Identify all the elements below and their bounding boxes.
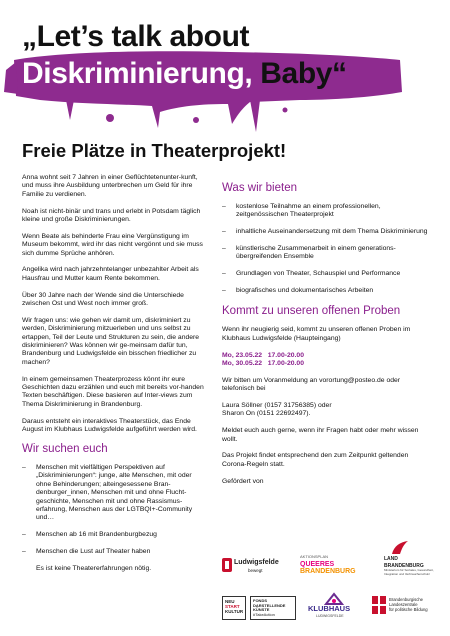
blpb-line-3: für politische Bildung — [389, 607, 428, 612]
register-text: Wir bitten um Voranmeldung an vorortung@posteo.de oder telefonisch bei — [222, 376, 401, 393]
corona-text: Das Projekt findet entsprechend den zum Zeitpunkt geltenden Corona-Regeln statt. — [222, 452, 409, 468]
blpb-line-1: Brandenburgische — [389, 597, 423, 602]
klubhaus-logo — [308, 592, 364, 619]
queeres-line-1: QUEERES — [300, 560, 335, 568]
left-column — [22, 174, 204, 582]
paragraph-result: Daraus entsteht ein interaktives Theaterstück, das Ende August im Klubhaus Ludwigsfelde aufgeführt werden wird. — [22, 417, 197, 434]
contacts — [222, 402, 432, 419]
offer-list — [222, 203, 432, 295]
paragraph-anna: Anna wohnt seit 7 Jahren in einer Geflüchtetenunter-kunft, und muss ihre Ausbildung unterbrechen um Geld für ihre Familie zu verdienen. — [22, 174, 198, 198]
right-column — [222, 178, 432, 494]
title-block — [0, 0, 450, 135]
offer-item: – biografisches und dokumentarisches Arbeiten — [222, 287, 432, 295]
fonds-line-3: KÜNSTE — [253, 607, 270, 613]
title-line-2-main: Diskriminierung, — [22, 57, 261, 90]
neustart-line-3: KULTUR — [225, 609, 244, 614]
queeres-brandenburg-logo — [300, 554, 356, 575]
neustart-line-1: NEU — [225, 599, 235, 604]
fonds-line-4: #TakeAction — [253, 611, 275, 617]
paragraph-question: Wir fragen uns: wie gehen wir damit um, diskriminiert zu werden, Diskriminierung mitzuerleben und uns selbst zu ertappen, Teil der Leute und Strukturen zu sein, die andere diskriminieren? Was können wir ge-meinsam dafür tun, Brandenburg und Ludwigsfelde ein bisschen friedlicher zu machen? — [22, 316, 200, 366]
offer-heading: Was wir bieten — [222, 182, 297, 194]
title-line-2 — [22, 57, 347, 91]
rehearsal-heading: Kommt zu unseren offenen Proben — [222, 305, 401, 318]
offer-item: – inhaltliche Auseinandersetzung mit dem Thema Diskriminierung — [222, 228, 432, 236]
neustart-line-2: START — [225, 604, 240, 609]
paragraph-east-west: Über 30 Jahre nach der Wende sind die Unterschiede zwischen Ost und West noch immer groß. — [22, 291, 184, 308]
eagle-icon — [390, 540, 410, 556]
search-list — [22, 464, 204, 556]
klubhaus-sub: LUDWIGSFELDE — [316, 613, 344, 618]
fonds-darstellende-kuenste-logo — [250, 596, 296, 620]
rehearsal-date: Mo, 30.05.22 17.00-20.00 — [222, 360, 304, 368]
blpb-emblem-icon — [372, 596, 386, 614]
offer-item: – Grundlagen von Theater, Schauspiel und Performance — [222, 270, 432, 278]
search-item: – Menschen die Lust auf Theater haben — [22, 548, 204, 556]
paragraph-noah: Noah ist nicht-binär und trans und erlebt in Potsdam täglich kleine und große Diskriminierungen. — [22, 207, 201, 224]
land-line-1: LAND — [384, 556, 398, 562]
offer-item: – kostenlose Teilnahme an einem professionellen, zeitgenössischen Theaterprojekt — [222, 203, 432, 220]
ludwigsfelde-emblem-icon — [222, 558, 232, 572]
title-line-2-end: Baby“ — [260, 57, 347, 90]
rehearsal-dates — [222, 352, 432, 369]
search-heading: Wir suchen euch — [22, 442, 108, 455]
title-line-1: „Let’s talk about — [22, 20, 250, 53]
paragraph-process: In einem gemeinsamen Theaterprozess könnt ihr eure Geschichten dazu erzählen und euch mit bereits vor-handen Texten beschäftigen. Diese basieren auf Inter-views zum Thema Diskriminierung in Brandenburg. — [22, 375, 204, 408]
search-item: – Menschen mit vielfältigen Perspektiven auf „Diskriminierungen“: junge, alte Menschen, mit oder ohne Behinderungen; alteingesessene Bran-denburger_innen, Menschen mit und ohne Flucht-geschichte, Menschen mit und ohne Rassismus-erfahrung, Menschen aus der LGTBQI+-Community und… — [22, 464, 204, 523]
paragraph-angelika: Angelika wird nach jahrzehntelanger unbezahlter Arbeit als Hausfrau und Mutter kaum Rente bekommen. — [22, 266, 199, 282]
ludwigsfelde-sub: bewegt — [248, 568, 263, 573]
search-item: – Menschen ab 16 mit Brandenburgbezug — [22, 531, 204, 539]
rehearsal-date: Mo, 23.05.22 17.00-20.00 — [222, 351, 304, 359]
queeres-pre: AKTIONSPLAN — [300, 554, 329, 559]
rehearsal-intro: Wenn ihr neugierig seid, kommt zu unseren offenen Proben im Klubhaus Ludwigsfelde (Haupteingang) — [222, 326, 411, 342]
fonds-line-2: DARSTELLENDE — [253, 602, 286, 608]
subtitle: Freie Plätze in Theaterprojekt! — [22, 140, 287, 161]
klubhaus-name: KLUBHAUS — [308, 604, 351, 613]
supported-by-label: Gefördert von — [222, 477, 264, 485]
neustart-kultur-logo — [222, 596, 246, 620]
contact-sharon: Sharon On (0151 22692497). — [222, 410, 311, 418]
land-ministry: Ministerium für Soziales, Gesundheit, Integration und Verbraucherschutz — [384, 568, 434, 576]
search-note: Es ist keine Theatererfahrungen nötig. — [36, 564, 152, 572]
land-line-2: BRANDENBURG — [384, 562, 424, 569]
land-brandenburg-logo — [384, 540, 438, 576]
paragraph-beate: Wenn Beate als behinderte Frau eine Vergünstigung im Museum bekommt, wird ihr das nicht vergönnt und sie muss sich dumme Sprüche anhören. — [22, 232, 203, 257]
contact-laura: Laura Söllner (0157 31756385) oder — [222, 402, 332, 410]
fonds-line-1: FONDS — [253, 598, 267, 603]
ludwigsfelde-name: Ludwigsfelde — [234, 559, 279, 566]
questions-text: Meldet euch auch gerne, wenn ihr Fragen habt oder mehr wissen wollt. — [222, 427, 419, 443]
blpb-line-2: Landeszentrale — [389, 602, 418, 607]
sponsor-logos — [222, 540, 437, 630]
queeres-line-2: BRANDENBURG — [300, 567, 356, 575]
offer-item: – künstlerische Zusammenarbeit in einem generations-übergreifenden Ensemble — [222, 245, 432, 262]
